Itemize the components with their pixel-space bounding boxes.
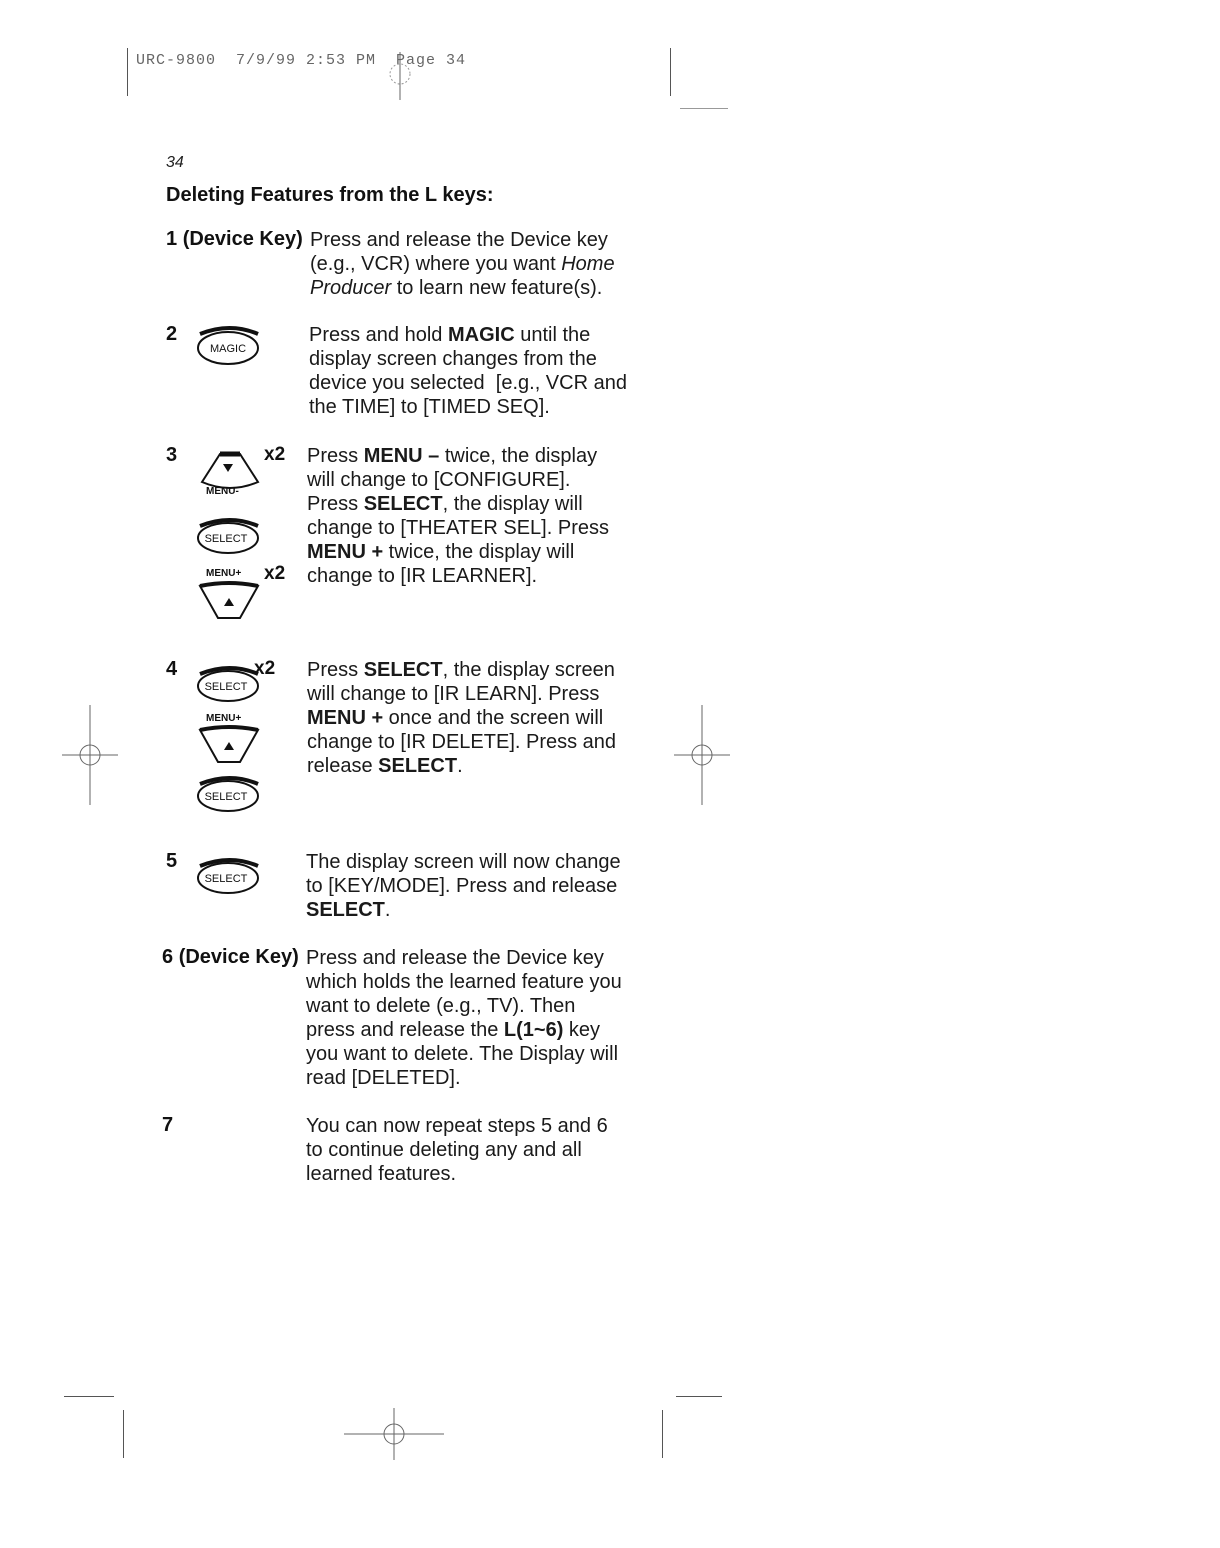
text-run: SELECT (306, 899, 385, 921)
page-number: 34 (166, 154, 184, 171)
text-line (309, 347, 639, 371)
select-key-icon (190, 852, 266, 898)
text-run: display screen changes from the (309, 348, 597, 370)
magic-key-label: MAGIC (209, 343, 247, 355)
text-run: MENU + (307, 541, 384, 563)
select-key-label: SELECT (204, 791, 248, 803)
text-run: SELECT (378, 755, 458, 777)
menu-plus-label: MENU+ (206, 568, 242, 579)
step-7-text (306, 1114, 636, 1186)
registration-mark-right (674, 705, 730, 805)
text-run: will change to [CONFIGURE]. (307, 469, 571, 491)
menu-minus-label: MENU- (206, 486, 239, 497)
step-number: 1 (166, 228, 178, 250)
text-run: you want to delete. The Display will (306, 1043, 619, 1065)
text-line (310, 252, 640, 276)
text-line (306, 874, 636, 898)
text-run: Press and release the Device key (306, 947, 604, 969)
text-run: Home (561, 253, 615, 275)
text-line (307, 468, 637, 492)
step-2-text (309, 323, 639, 419)
text-line (306, 970, 636, 994)
text-run: The display screen will now change (306, 851, 621, 873)
step-3-text (307, 444, 637, 588)
text-line (309, 371, 639, 395)
select-key-label: SELECT (204, 533, 248, 545)
registration-mark-left (62, 705, 118, 805)
menu-plus-key-icon (196, 724, 262, 768)
select-key-label: SELECT (204, 681, 248, 693)
text-line (310, 228, 640, 252)
text-line (307, 682, 637, 706)
text-run: Producer (310, 277, 392, 299)
text-run: until the (514, 324, 591, 346)
text-line (307, 658, 637, 682)
times-two-label: x2 (264, 563, 286, 584)
text-run: Press and release the Device key (310, 229, 608, 251)
text-run: read [DELETED]. (306, 1067, 461, 1089)
text-line (306, 1138, 636, 1162)
select-key-icon (190, 770, 266, 816)
select-key-label: SELECT (204, 873, 248, 885)
text-run: Press and hold (309, 324, 448, 346)
text-run: to [KEY/MODE]. Press and release (306, 875, 618, 897)
menu-plus-key-icon (196, 580, 262, 624)
text-line (307, 540, 637, 564)
registration-mark-bottom (344, 1408, 444, 1460)
text-run: will change to [IR LEARN]. Press (307, 683, 600, 705)
step-3-label: 3 (166, 444, 178, 466)
text-run: the TIME] to [TIMED SEQ]. (309, 396, 550, 418)
text-run: MENU + (307, 707, 384, 729)
text-run: change to [THEATER SEL]. Press (307, 517, 609, 539)
device-key-label: (Device Key) (182, 228, 303, 250)
text-line (306, 946, 636, 970)
step-6-label (162, 946, 299, 969)
step-number: 6 (162, 946, 174, 968)
text-run: release (307, 755, 379, 777)
menu-plus-label: MENU+ (206, 713, 242, 724)
text-line (309, 323, 639, 347)
text-line (307, 492, 637, 516)
text-run: (e.g., VCR) where you want (310, 253, 562, 275)
step-4-text (307, 658, 637, 778)
text-run: to learn new feature(s). (391, 277, 603, 299)
text-run: once and the screen will (383, 707, 604, 729)
device-key-label: (Device Key) (178, 946, 299, 968)
text-run: MAGIC (447, 324, 515, 346)
text-line (307, 444, 637, 468)
step-5-text (306, 850, 636, 922)
step-5-label: 5 (166, 850, 178, 872)
text-run: change to [IR DELETE]. Press and (307, 731, 617, 753)
text-line (310, 276, 640, 300)
text-run: You can now repeat steps 5 and 6 (306, 1115, 608, 1137)
crop-mark-top-right (670, 48, 671, 96)
times-two-label: x2 (264, 444, 286, 465)
text-line (306, 1018, 636, 1042)
text-line (307, 730, 637, 754)
text-line (307, 706, 637, 730)
text-run: Press (307, 445, 364, 467)
text-run: change to [IR LEARNER]. (307, 565, 538, 587)
magic-key-icon (190, 320, 266, 370)
text-line (307, 754, 637, 778)
text-run: . (457, 755, 463, 777)
text-run: Press (307, 493, 364, 515)
text-run: device you selected [e.g., VCR and (309, 372, 627, 394)
crop-mark-bottom-left-h (64, 1396, 114, 1397)
text-run: MENU – (363, 445, 440, 467)
text-line (309, 395, 639, 419)
text-run: , the display screen (442, 659, 615, 681)
times-two-label: x2 (254, 658, 276, 679)
text-run: learned features. (306, 1163, 457, 1185)
text-run: which holds the learned feature you (306, 971, 622, 993)
registration-mark-top (376, 52, 426, 102)
text-run: twice, the display will (383, 541, 575, 563)
step-2-label: 2 (166, 323, 178, 345)
text-run: press and release the (306, 1019, 504, 1041)
step-6-text (306, 946, 636, 1090)
print-slug: URC-9800 7/9/99 2:53 PM Page 34 (136, 52, 467, 69)
text-run: L(1~6) (503, 1019, 564, 1041)
crop-mark-bottom-right-h (676, 1396, 722, 1397)
text-run: Press (307, 659, 364, 681)
crop-mark-top-left (127, 48, 128, 96)
text-line (306, 898, 636, 922)
step-1-label (166, 228, 303, 251)
text-line (307, 516, 637, 540)
text-line (306, 994, 636, 1018)
text-run: , the display will (442, 493, 583, 515)
text-line (306, 1162, 636, 1186)
text-line (306, 1114, 636, 1138)
text-run: twice, the display (439, 445, 598, 467)
text-line (306, 1066, 636, 1090)
crop-mark-bottom-left (123, 1410, 124, 1458)
text-run: SELECT (363, 493, 443, 515)
text-line (307, 564, 637, 588)
crop-mark-top-right-h (680, 108, 728, 109)
text-run: . (384, 899, 391, 921)
text-line (306, 1042, 636, 1066)
text-run: key (563, 1019, 601, 1041)
section-heading: Deleting Features from the L keys: (166, 184, 494, 206)
text-run: want to delete (e.g., TV). Then (306, 995, 576, 1017)
select-key-icon (190, 512, 266, 558)
step-4-label: 4 (166, 658, 178, 680)
text-run: to continue deleting any and all (306, 1139, 582, 1161)
text-line (306, 850, 636, 874)
step-1-text (310, 228, 640, 300)
text-run: SELECT (363, 659, 443, 681)
crop-mark-bottom-right (662, 1410, 663, 1458)
step-7-label: 7 (162, 1114, 174, 1136)
